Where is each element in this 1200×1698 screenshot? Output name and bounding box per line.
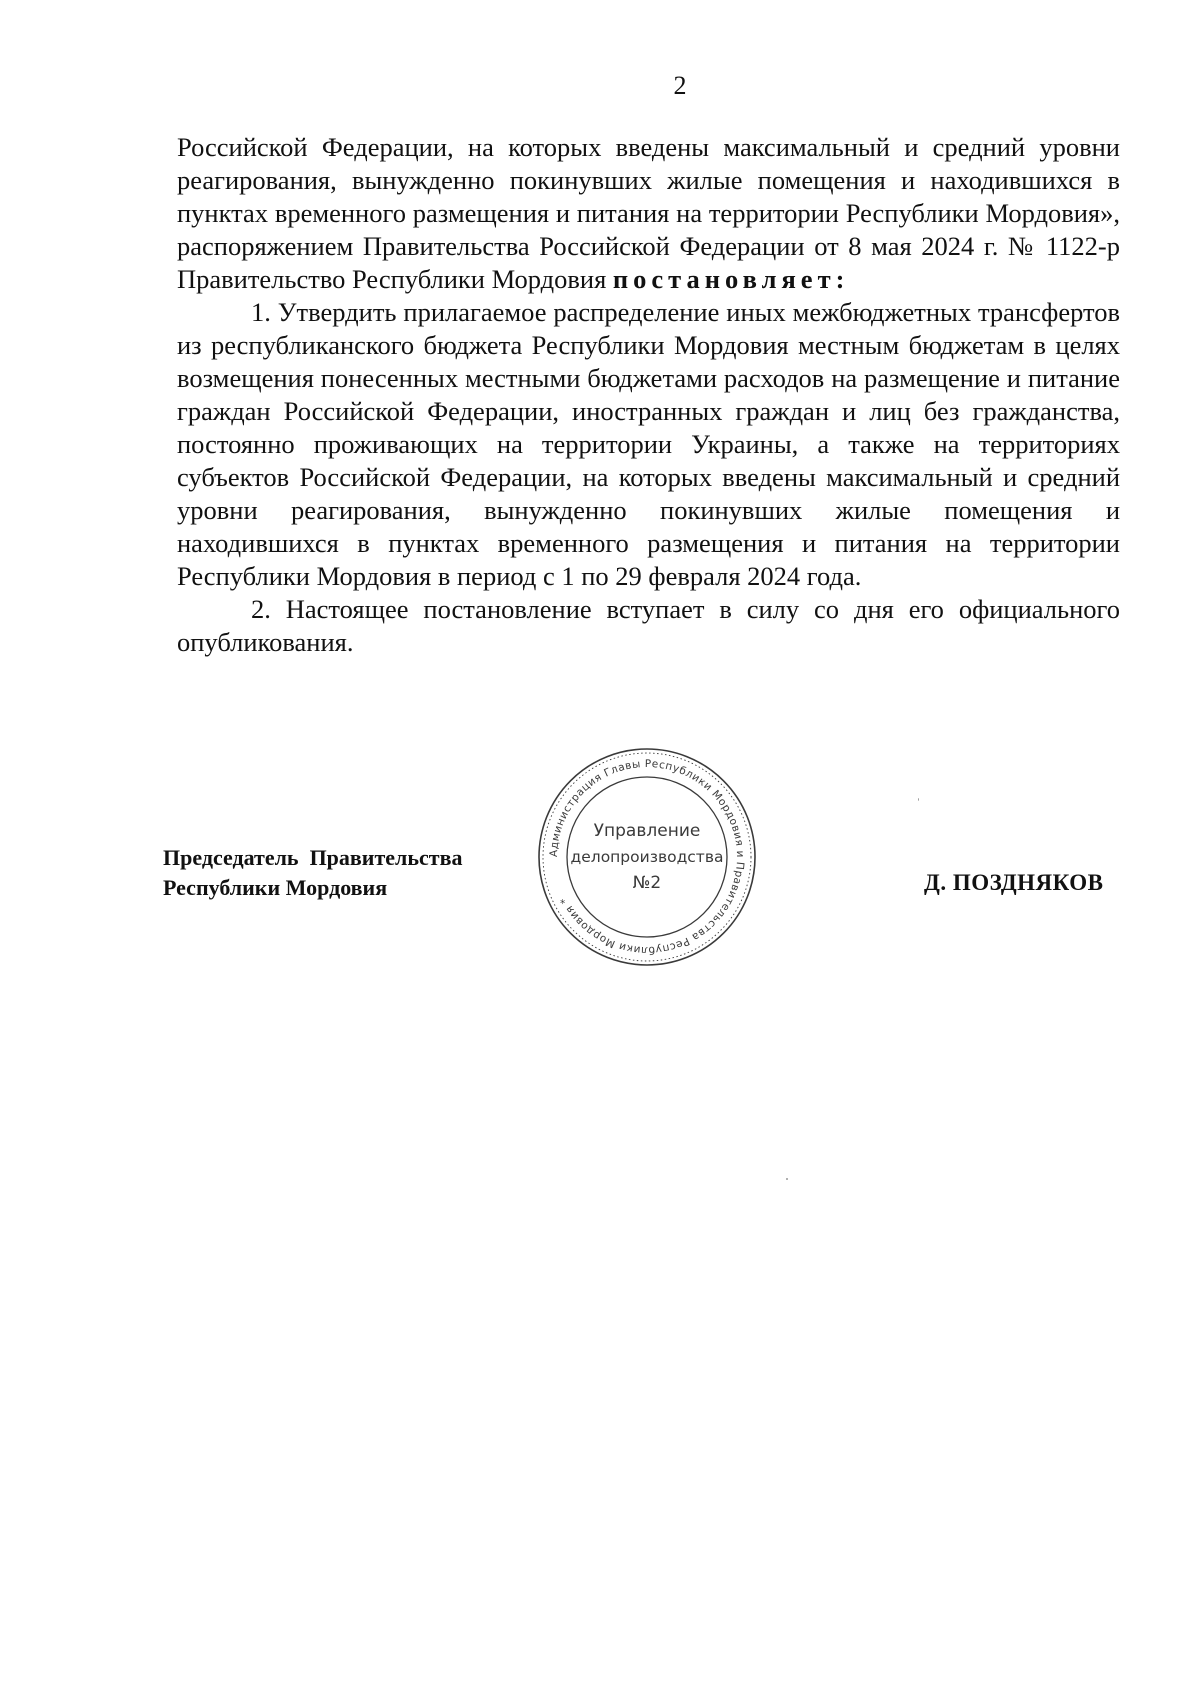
scan-speck: [786, 1178, 788, 1180]
stamp-center-line-3: №2: [632, 873, 662, 893]
item-1-paragraph: 1. Утвердить прилагаемое распределение иных межбюджетных трансфертов из республиканского бюджета Республики Мордовия местным бюджетам в целях возмещения понесенных местными бюджетами расходов на размещение и питание граждан Российской Федерации, иностранных граждан и лиц без гражданства, постоянно проживающих на территории Украины, а также на территориях субъектов Российской Федерации, на которых введены максимальный и средний уровни реагирования, вынужденно покинувших жилые помещения и находившихся в пунктах временного размещения и питания на территории Республики Мордовия в период с 1 по 29 февраля 2024 года.: [177, 297, 1120, 591]
intro-text: Российской Федерации, на которых введены максимальный и средний уровни реагирования, вынужденно покинувших жилые помещения и находившихся в пунктах временного размещения и питания на территории Республики Мордовия», распоряжением Правительства Российской Федерации от 8 мая 2024 г. № 1122-р Правительство Республики Мордовия: [177, 132, 1120, 294]
stamp-center-line-2: делопроизводства: [570, 848, 724, 866]
intro-paragraph: [177, 131, 1120, 296]
signer-name: Д. ПОЗДНЯКОВ: [924, 870, 1104, 895]
signer-title-line-1: Председатель Правительства: [163, 845, 463, 870]
document-body: [177, 131, 1120, 659]
page-number: 2: [673, 71, 687, 100]
official-stamp: [534, 744, 760, 970]
item-2-paragraph: 2. Настоящее постановление вступает в силу со дня его официального опубликования.: [177, 594, 1120, 657]
stamp-ring-text: Администрация Главы Республики Мордовия и Правительства Республики Мордовия *: [547, 757, 747, 957]
scan-speck: [918, 798, 919, 801]
stamp-center-line-1: Управление: [593, 821, 701, 841]
decree-word: постановляет:: [612, 264, 850, 294]
signer-title: [163, 843, 462, 903]
signer-title-line-2: Республики Мордовия: [163, 875, 388, 900]
